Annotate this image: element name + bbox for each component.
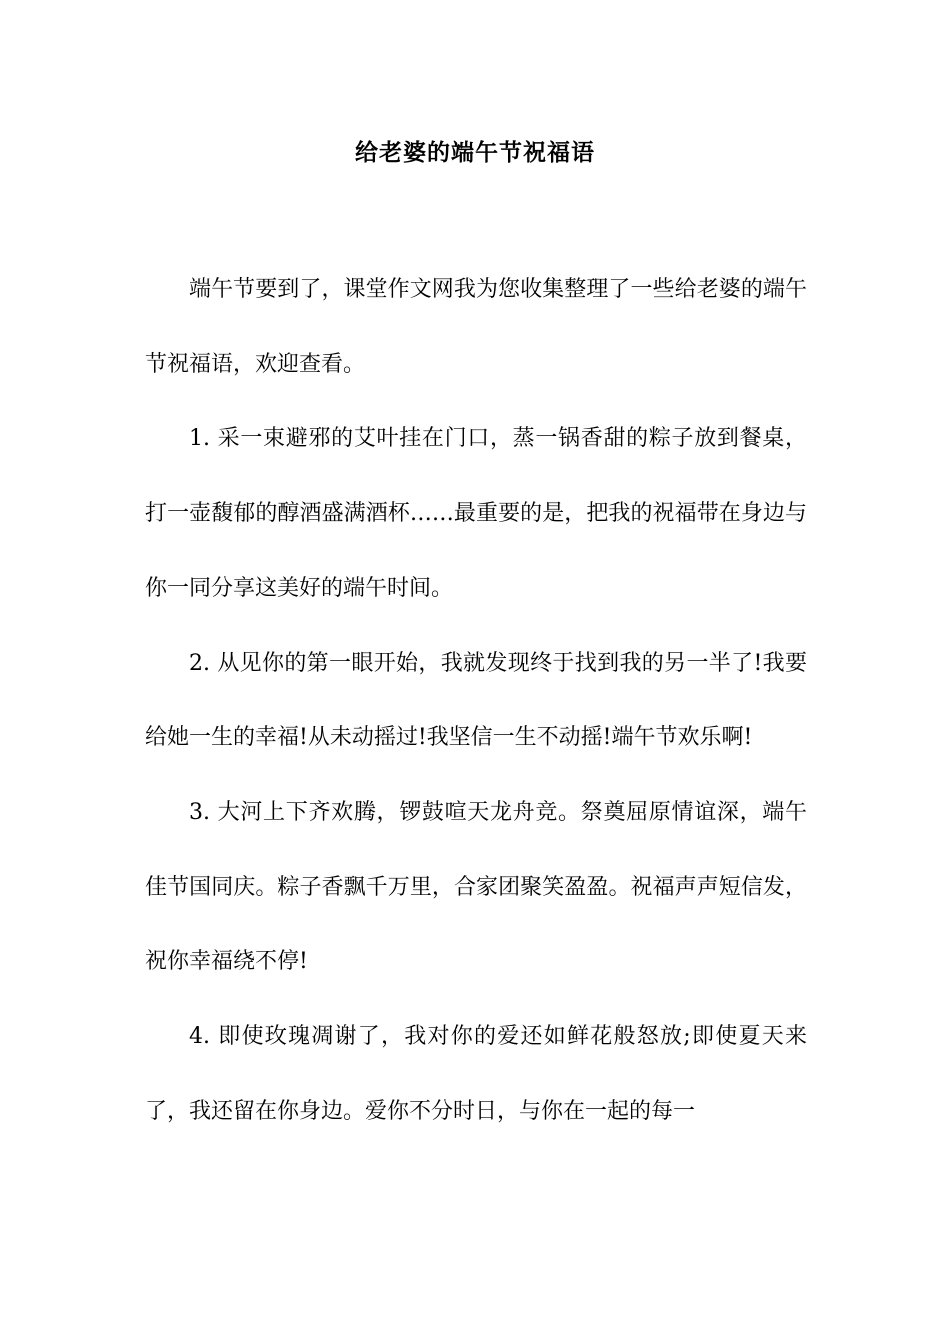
document-title: 给老婆的端午节祝福语 <box>355 139 595 166</box>
blessing-paragraph-2: 2. 从见你的第一眼开始，我就发现终于找到我的另一半了!我要给她一生的幸福!从未动摇过!我坚信一生不动摇!端午节欢乐啊! <box>145 650 807 751</box>
intro-paragraph: 端午节要到了，课堂作文网我为您收集整理了一些给老婆的端午节祝福语，欢迎查看。 <box>145 277 807 377</box>
blessing-paragraph-1: 1. 采一束避邪的艾叶挂在门口，蒸一锅香甜的粽子放到餐桌，打一壶馥郁的醇酒盛满酒杯……最重要的是，把我的祝福带在身边与你一同分享这美好的端午时间。 <box>145 426 807 601</box>
document-body <box>145 253 807 1149</box>
blessing-paragraph-4: 4. 即使玫瑰凋谢了，我对你的爱还如鲜花般怒放;即使夏天来了，我还留在你身边。爱你不分时日，与你在一起的每一 <box>145 1024 807 1124</box>
blessing-paragraph-3: 3. 大河上下齐欢腾，锣鼓喧天龙舟竞。祭奠屈原情谊深，端午佳节国同庆。粽子香飘千万里，合家团聚笑盈盈。祝福声声短信发，祝你幸福绕不停! <box>145 799 807 975</box>
